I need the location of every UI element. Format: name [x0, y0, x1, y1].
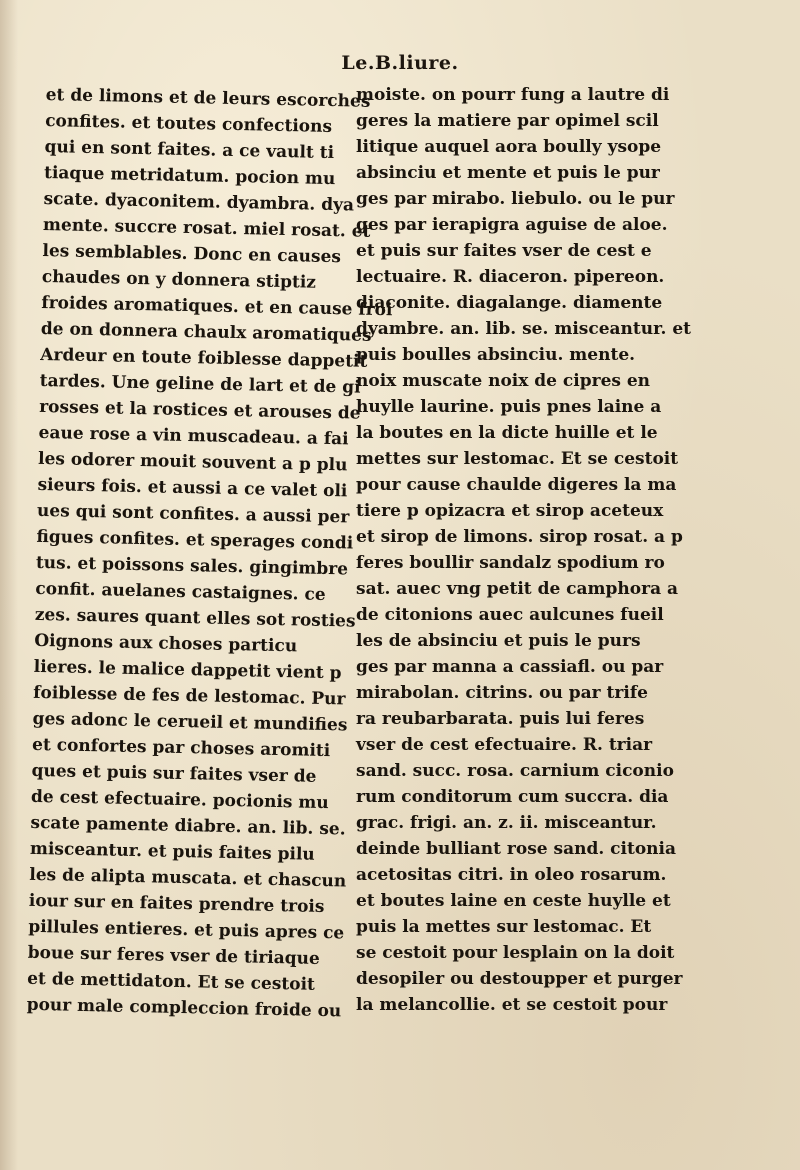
text-line: feres boullir sandalz spodium ro: [356, 553, 665, 573]
text-line: Oignons aux choses particu: [34, 630, 298, 657]
text-line: mettes sur lestomac. Et se cestoit: [356, 449, 679, 469]
text-line: huylle laurine. puis pnes laine a: [356, 397, 662, 417]
text-line: les odorer mouit souvent a p plu: [37, 448, 348, 476]
text-line: absinciu et mente et puis le pur: [356, 163, 660, 183]
text-line: rum conditorum cum succra. dia: [356, 787, 669, 807]
text-line: la boutes en la dicte huille et le: [356, 423, 658, 443]
text-line: tiaque metridatum. pocion mu: [43, 162, 336, 190]
text-line: ra reubarbarata. puis lui feres: [356, 709, 645, 729]
text-line: foiblesse de fes de lestomac. Pur: [32, 682, 346, 710]
text-line: pour male compleccion froide ou: [26, 994, 342, 1022]
text-line: scate. dyaconitem. dyambra. dya: [43, 188, 355, 216]
text-line: se cestoit pour lesplain on la doit: [356, 943, 675, 963]
text-line: grac. frigi. an. z. ii. misceantur.: [356, 813, 657, 833]
text-line: de on donnera chaulx aromatiques: [40, 318, 372, 346]
text-line: et boutes laine en ceste huylle et: [356, 891, 671, 911]
text-line: et confortes par choses aromiti: [31, 734, 331, 762]
text-line: confit. auelanes castaignes. ce: [35, 578, 326, 605]
text-line: puis boulles absinciu. mente.: [356, 345, 636, 365]
text-line: iour sur en faites prendre trois: [28, 890, 325, 918]
text-line: rosses et la rostices et arouses de: [38, 396, 361, 424]
text-line: ques et puis sur faites vser de: [31, 760, 317, 787]
text-line: pour cause chaulde digeres la ma: [356, 475, 677, 495]
text-line: les de alipta muscata. et chascun: [29, 864, 347, 892]
text-line: boue sur feres vser de tiriaque: [27, 942, 320, 969]
text-line: pillules entieres. et puis apres ce: [28, 916, 345, 944]
text-line: confites. et toutes confections: [44, 110, 333, 137]
text-line: chaudes on y donnera stiptiz: [41, 266, 317, 293]
text-line: tiere p opizacra et sirop aceteux: [356, 501, 664, 521]
text-line: ges par ierapigra aguise de aloe.: [356, 215, 668, 235]
text-line: ges par mirabo. liebulo. ou le pur: [356, 189, 675, 209]
binding-shadow: [0, 0, 18, 1170]
text-line: scate pamente diabre. an. lib. se.: [30, 812, 346, 840]
text-line: moiste. on pourr fung a lautre di: [356, 85, 670, 105]
text-line: litique auquel aora boully ysope: [356, 137, 662, 157]
running-head: Le.B.liure.: [341, 52, 459, 74]
text-line: geres la matiere par opimel scil: [356, 111, 659, 131]
text-line: et puis sur faites vser de cest e: [356, 241, 652, 261]
text-line: mirabolan. citrins. ou par trife: [356, 683, 648, 703]
text-line: vser de cest efectuaire. R. triar: [356, 735, 653, 755]
text-line: et sirop de limons. sirop rosat. a p: [356, 527, 683, 547]
text-line: et de mettidaton. Et se cestoit: [27, 968, 316, 995]
text-line: noix muscate noix de cipres en: [356, 371, 651, 391]
text-line: tus. et poissons sales. gingimbre: [35, 552, 349, 580]
text-line: Ardeur en toute foiblesse dappetit: [40, 344, 368, 372]
left-text-column: [26, 82, 393, 1024]
text-line: ues qui sont confites. a aussi per: [36, 500, 350, 528]
text-line: les de absinciu et puis le purs: [356, 631, 641, 651]
text-line: figues confites. et sperages condi: [36, 526, 354, 554]
text-line: de citonions auec aulcunes fueil: [356, 605, 664, 625]
text-line: puis la mettes sur lestomac. Et: [356, 917, 652, 937]
text-line: acetositas citri. in oleo rosarum.: [356, 865, 667, 885]
text-line: ges par manna a cassiafl. ou par: [356, 657, 664, 677]
text-line: sieurs fois. et aussi a ce valet oli: [37, 474, 348, 502]
text-line: de cest efectuaire. pocionis mu: [30, 786, 329, 814]
text-line: qui en sont faites. a ce vault ti: [44, 136, 335, 164]
text-line: tardes. Une geline de lart et de gi: [39, 370, 361, 398]
text-line: eaue rose a vin muscadeau. a fai: [38, 422, 349, 450]
text-line: sand. succ. rosa. carnium ciconio: [356, 761, 674, 781]
text-line: dyambre. an. lib. se. misceantur. et: [356, 319, 692, 339]
text-line: lieres. le malice dappetit vient p: [33, 656, 342, 684]
text-line: froides aromatiques. et en cause froi: [41, 292, 393, 321]
text-line: deinde bulliant rose sand. citonia: [356, 839, 677, 859]
text-line: desopiler ou destoupper et purger: [356, 969, 683, 989]
text-line: lectuaire. R. diaceron. pipereon.: [356, 267, 665, 287]
text-line: zes. saures quant elles sot rosties: [34, 604, 356, 632]
text-line: sat. auec vng petit de camphora a: [356, 579, 679, 599]
text-line: et de limons et de leurs escorches: [45, 84, 371, 112]
text-line: la melancollie. et se cestoit pour: [356, 995, 668, 1015]
text-line: diaconite. diagalange. diamente: [356, 293, 663, 313]
text-line: les semblables. Donc en causes: [42, 240, 342, 268]
text-line: ges adonc le cerueil et mundifies: [32, 708, 348, 736]
text-line: mente. succre rosat. miel rosat. et: [42, 214, 371, 242]
text-line: misceantur. et puis faites pilu: [29, 838, 315, 865]
right-text-column: [356, 82, 692, 1018]
